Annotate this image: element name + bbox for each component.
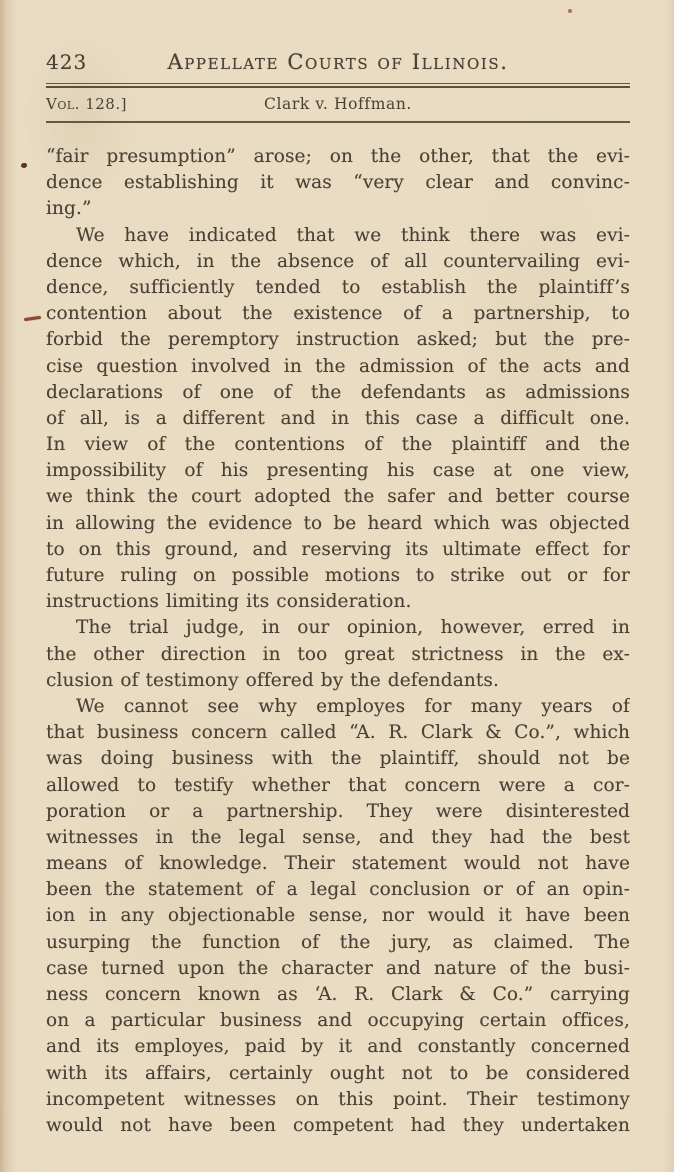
text-line: We have indicated that we think there was evi- [76, 224, 630, 246]
text-line: ness concern known as ‘A. R. Clark & Co.” carrying [46, 984, 630, 1006]
text-line: usurping the function of the jury, as claimed. The [46, 931, 630, 953]
text-line: was doing business with the plaintiff, should not be [46, 748, 630, 770]
text-line: future ruling on possible motions to strike out or for [46, 565, 630, 587]
text-line: means of knowledge. Their statement would not have [46, 853, 630, 875]
text-line: ion in any objectionable sense, nor would it have been [46, 905, 630, 927]
text-line: witnesses in the legal sense, and they had the best [46, 826, 630, 848]
header-title: Appellate Courts of Illinois. [167, 50, 509, 74]
running-head [46, 95, 630, 113]
text-line: The trial judge, in our opinion, however, erred in [76, 617, 630, 639]
page-content [0, 50, 674, 1139]
text-line: in allowing the evidence to be heard which was objected [46, 512, 630, 534]
text-line: and its employes, paid by it and constantly concerned [46, 1036, 630, 1058]
text-line: In view of the contentions of the plaintiff and the [46, 434, 630, 456]
text-line: dence which, in the absence of all countervailing evi- [46, 250, 630, 272]
case-name: Clark v. Hoffman. [264, 95, 412, 113]
single-rule-divider [46, 121, 630, 123]
text-line: been the statement of a legal conclusion or of an opin- [46, 879, 630, 901]
text-line: instructions limiting its consideration. [46, 591, 412, 613]
text-line: of all, is a different and in this case a difficult one. [46, 407, 630, 429]
text-line: ing.” [46, 198, 92, 220]
text-line: clusion of testimony offered by the defendants. [46, 669, 500, 691]
text-line: We cannot see why employes for many years of [76, 695, 630, 717]
text-line: impossibility of his presenting his case at one view, [46, 460, 630, 482]
text-line: allowed to testify whether that concern were a cor- [46, 774, 630, 796]
text-line: the other direction in too great strictness in the ex- [46, 643, 630, 665]
text-line: on a particular business and occupying certain offices, [46, 1010, 630, 1032]
page-header [46, 50, 630, 74]
text-line: case turned upon the character and nature of the busi- [46, 957, 630, 979]
page-number: 423 [46, 50, 88, 74]
text-line: contention about the existence of a partnership, to [46, 303, 630, 325]
text-line: declarations of one of the defendants as admissions [46, 381, 630, 403]
text-line: to on this ground, and reserving its ultimate effect for [46, 538, 630, 560]
body-text [46, 144, 630, 1139]
text-line: we think the court adopted the safer and better course [46, 486, 630, 508]
double-rule-divider [46, 83, 630, 88]
text-line: with its affairs, certainly ought not to be considered [46, 1062, 630, 1084]
text-line: dence establishing it was “very clear and convinc- [46, 172, 630, 194]
text-line: incompetent witnesses on this point. Their testimony [46, 1088, 630, 1110]
text-line: would not have been competent had they undertaken [46, 1114, 630, 1136]
text-line: dence, sufficiently tended to establish the plaintiff’s [46, 276, 630, 298]
ink-speck-artifact [568, 9, 572, 13]
text-line: poration or a partnership. They were disinterested [46, 800, 630, 822]
text-line: cise question involved in the admission of the acts and [46, 355, 630, 377]
text-line: forbid the peremptory instruction asked; but the pre- [46, 329, 630, 351]
volume-label: Vol. 128.] [46, 95, 127, 113]
text-line: “fair presumption” arose; on the other, that the evi- [46, 146, 630, 167]
text-line: that business concern called “A. R. Clark & Co.”, which [46, 722, 630, 744]
